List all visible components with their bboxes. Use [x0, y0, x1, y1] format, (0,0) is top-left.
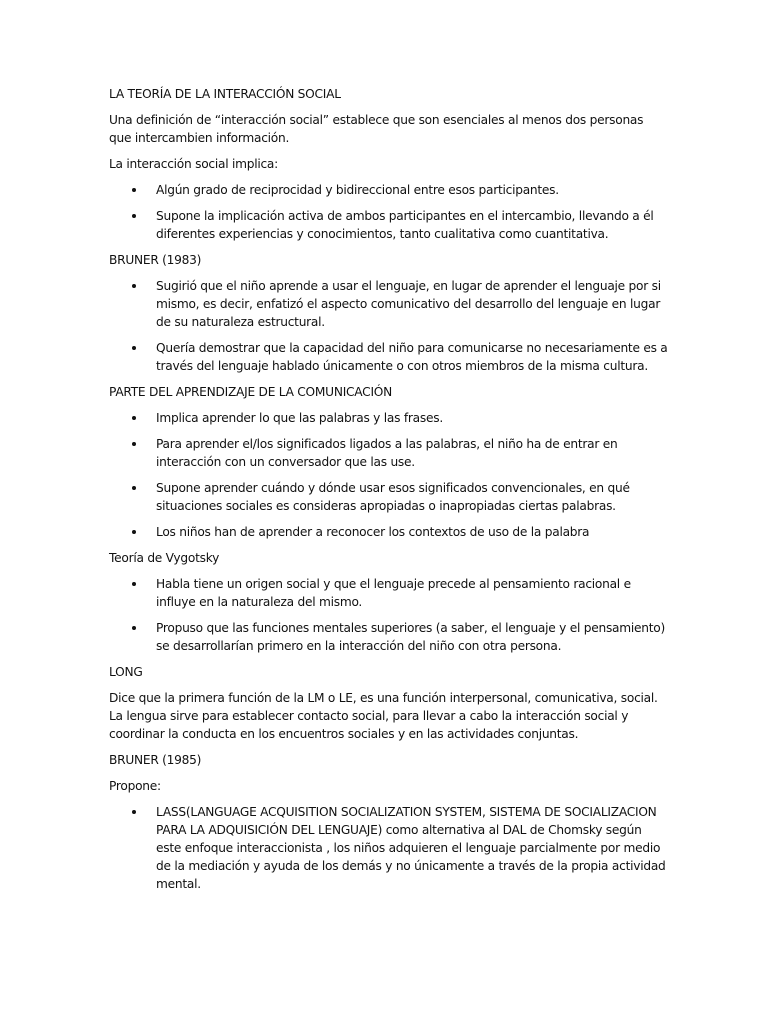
list-item-text: Implica aprender lo que las palabras y las frases. — [156, 411, 443, 425]
bullet-icon — [132, 626, 136, 630]
bullet-icon — [132, 582, 136, 586]
list-item — [109, 339, 668, 375]
list-item — [109, 409, 668, 427]
list-item — [109, 181, 668, 199]
bullet-list — [109, 181, 668, 243]
section-heading: LONG — [109, 665, 143, 679]
bullet-icon — [132, 416, 136, 420]
bullet-icon — [132, 810, 136, 814]
bullet-list — [109, 409, 668, 541]
paragraph: Dice que la primera función de la LM o LE, es una función interpersonal, comunicativa, social. La lengua sirve para establecer contacto social, para llevar a cabo la interacción social y coordinar la conducta en los encuentros sociales y en las actividades conjuntas. — [109, 691, 658, 741]
list-item — [109, 479, 668, 515]
bullet-list — [109, 575, 668, 655]
bullet-icon — [132, 486, 136, 490]
bullet-icon — [132, 284, 136, 288]
list-item-text: Para aprender el/los significados ligados a las palabras, el niño ha de entrar en interacción con un conversador que las use. — [156, 437, 618, 469]
list-item-text: Supone aprender cuándo y dónde usar esos significados convencionales, en qué situaciones sociales es consideras apropiadas o inapropiadas ciertas palabras. — [156, 481, 630, 513]
list-item — [109, 803, 668, 893]
bullet-icon — [132, 214, 136, 218]
section-heading: BRUNER (1983) — [109, 253, 202, 267]
paragraph: Una definición de “interacción social” establece que son esenciales al menos dos personas que intercambien información. — [109, 113, 644, 145]
list-item-text: Quería demostrar que la capacidad del niño para comunicarse no necesariamente es a través del lenguaje hablado únicamente o con otros miembros de la misma cultura. — [156, 341, 668, 373]
list-item — [109, 435, 668, 471]
list-item — [109, 575, 668, 611]
bullet-icon — [132, 346, 136, 350]
list-item-text: Algún grado de reciprocidad y bidireccional entre esos participantes. — [156, 183, 559, 197]
section-heading: Teoría de Vygotsky — [109, 551, 220, 565]
list-item-text: Supone la implicación activa de ambos participantes en el intercambio, llevando a él diferentes experiencias y conocimientos, tanto cualitativa como cuantitativa. — [156, 209, 654, 241]
list-item — [109, 619, 668, 655]
list-item-text: Los niños han de aprender a reconocer los contextos de uso de la palabra — [156, 525, 590, 539]
section-heading: LA TEORÍA DE LA INTERACCIÓN SOCIAL — [109, 87, 341, 101]
section-heading: PARTE DEL APRENDIZAJE DE LA COMUNICACIÓN — [109, 385, 392, 399]
bullet-list — [109, 277, 668, 375]
section-heading: BRUNER (1985) — [109, 753, 202, 767]
bullet-icon — [132, 530, 136, 534]
bullet-icon — [132, 188, 136, 192]
list-item — [109, 523, 668, 541]
list-item-text: Sugirió que el niño aprende a usar el lenguaje, en lugar de aprender el lenguaje por si mismo, es decir, enfatizó el aspecto comunicativo del desarrollo del lenguaje en lugar de su naturaleza estructural. — [156, 279, 661, 329]
paragraph: La interacción social implica: — [109, 157, 279, 171]
list-item — [109, 207, 668, 243]
bullet-icon — [132, 442, 136, 446]
list-item — [109, 277, 668, 331]
list-item-text: Habla tiene un origen social y que el lenguaje precede al pensamiento racional e influye en la naturaleza del mismo. — [156, 577, 631, 609]
paragraph: Propone: — [109, 779, 161, 793]
list-item-text: LASS(LANGUAGE ACQUISITION SOCIALIZATION SYSTEM, SISTEMA DE SOCIALIZACION PARA LA ADQUISICIÓN DEL LENGUAJE) como alternativa al DAL de Chomsky según este enfoque interaccionista , los niños adquieren el lenguaje parcialmente por medio de la mediación y ayuda de los demás y no únicamente a través de la propia actividad mental. — [156, 805, 666, 891]
list-item-text: Propuso que las funciones mentales superiores (a saber, el lenguaje y el pensamiento) se desarrollarían primero en la interacción del niño con otra persona. — [156, 621, 665, 653]
bullet-list — [109, 803, 668, 893]
